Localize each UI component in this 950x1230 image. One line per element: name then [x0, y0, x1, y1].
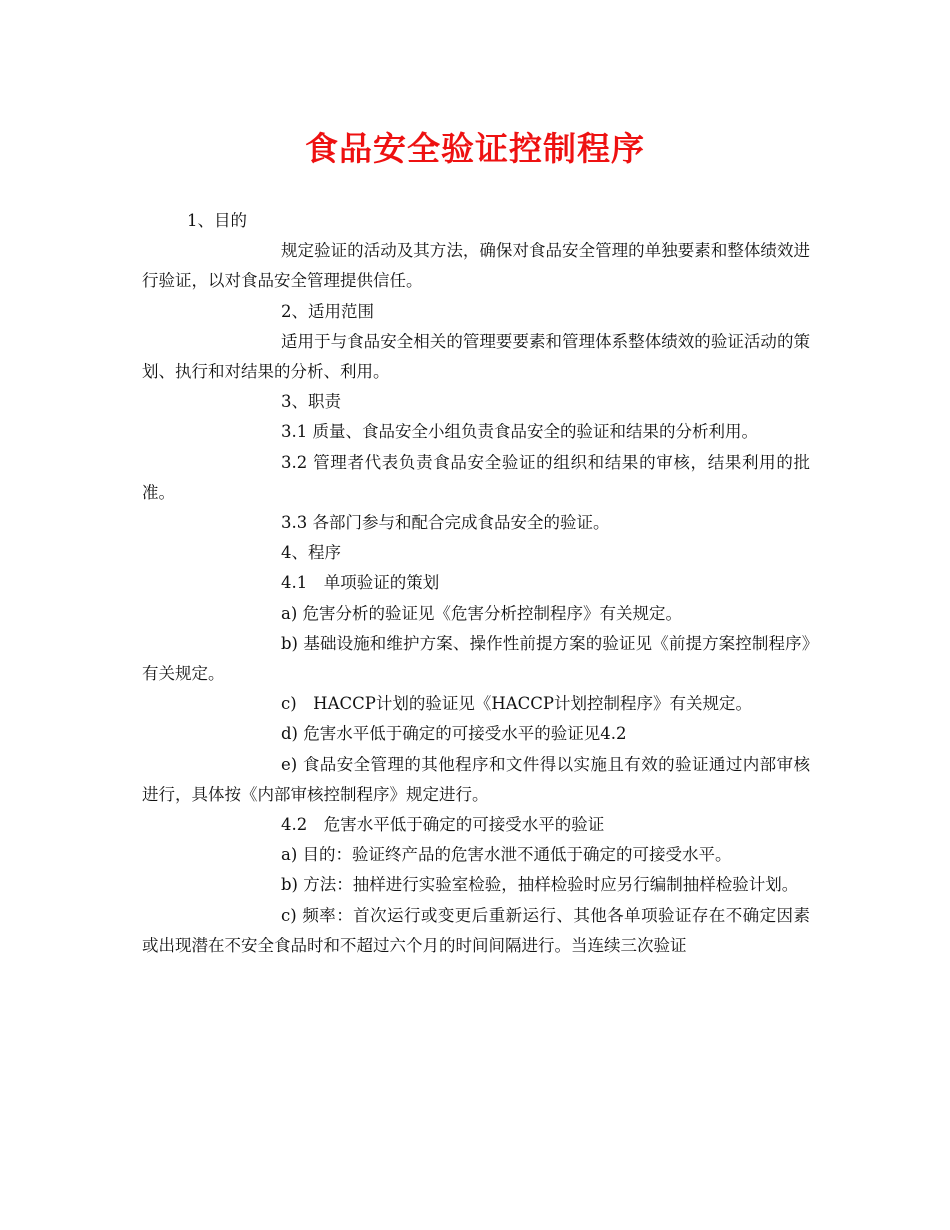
subsection-4-1: 4.1 单项验证的策划 [281, 573, 440, 593]
section-heading-scope: 2、适用范围 [281, 301, 374, 321]
item-4-1-c: c) HACCP计划的验证见《HACCP计划控制程序》有关规定。 [281, 694, 752, 714]
paragraph-3-1: 3.1 质量、食品安全小组负责食品安全的验证和结果的分析利用。 [281, 422, 758, 442]
item-4-1-b: b) 基础设施和维护方案、操作性前提方案的验证见《前提方案控制程序》有关规定。 [142, 633, 810, 684]
section-heading-procedure: 4、程序 [281, 543, 341, 563]
subsection-4-2: 4.2 危害水平低于确定的可接受水平的验证 [281, 815, 605, 835]
document-title: 食品安全验证控制程序 [305, 129, 645, 168]
paragraph-3-2: 3.2 管理者代表负责食品安全验证的组织和结果的审核，结果利用的批准。 [142, 452, 810, 502]
section-heading-purpose: 1、目的 [187, 211, 247, 230]
item-4-1-d: d) 危害水平低于确定的可接受水平的验证见4.2 [281, 724, 627, 744]
item-4-2-c: c) 频率：首次运行或变更后重新运行、其他各单项验证存在不确定因素或出现潜在不安全食品时和不超过六个月的时间间隔进行。当连续三次验证 [142, 905, 810, 955]
item-4-2-b: b) 方法：抽样进行实验室检验，抽样检验时应另行编制抽样检验计划。 [281, 875, 799, 895]
document-body [142, 206, 810, 961]
item-4-2-a: a) 目的：验证终产品的危害水泄不通低于确定的可接受水平。 [281, 845, 732, 865]
item-4-1-a: a) 危害分析的验证见《危害分析控制程序》有关规定。 [281, 603, 683, 623]
paragraph-scope: 适用于与食品安全相关的管理要要素和管理体系整体绩效的验证活动的策划、执行和对结果的分析、利用。 [142, 331, 810, 382]
paragraph-purpose: 规定验证的活动及其方法，确保对食品安全管理的单独要素和整体绩效进行验证，以对食品安全管理提供信任。 [142, 241, 810, 291]
paragraph-3-3: 3.3 各部门参与和配合完成食品安全的验证。 [281, 513, 610, 533]
section-heading-responsibilities: 3、职责 [281, 392, 341, 412]
item-4-1-e: e) 食品安全管理的其他程序和文件得以实施且有效的验证通过内部审核进行，具体按《内部审核控制程序》规定进行。 [142, 754, 810, 804]
